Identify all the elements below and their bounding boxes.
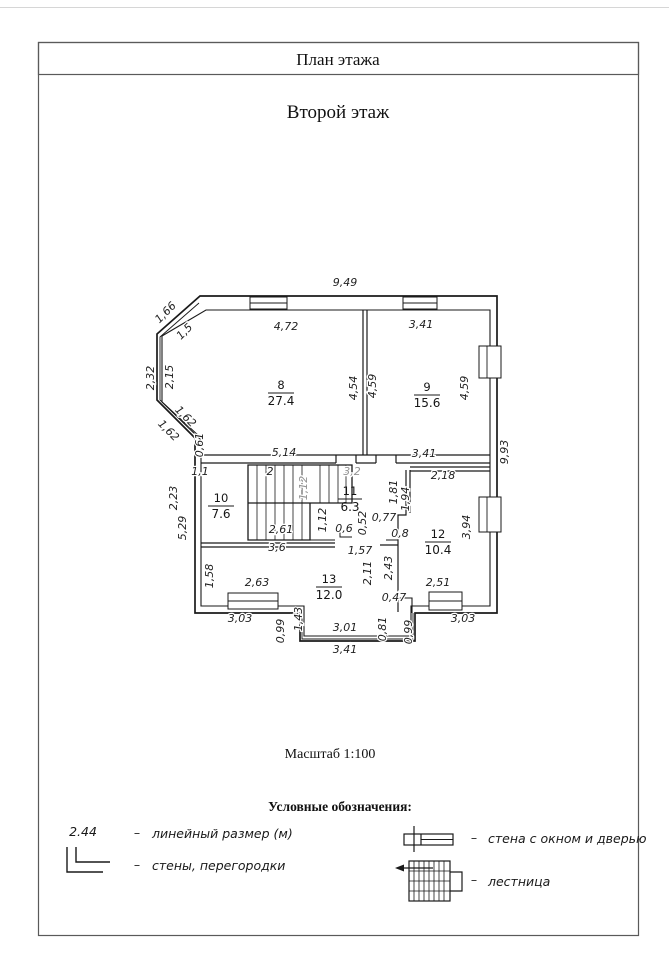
room-13-number: 13	[321, 572, 337, 586]
room-12-number: 12	[430, 527, 446, 541]
wall-mid-horizontal	[201, 455, 490, 463]
legend-dash: –	[133, 857, 141, 872]
legend-label-wall-window-door: стена с окном и дверью	[488, 831, 647, 846]
room-12-area: 10.4	[424, 543, 452, 557]
floor-plan	[144, 276, 511, 656]
dim-label: 1,57	[347, 544, 373, 557]
dim-label: 2,11	[361, 560, 374, 586]
dim-label: 5,29	[176, 515, 189, 541]
dim-label: 3,94	[460, 514, 473, 540]
dim-label: 1,43	[292, 606, 305, 632]
dim-label: 1,66	[152, 299, 179, 326]
room-11-number: 11	[342, 484, 358, 498]
dim-label: 1,1	[191, 465, 209, 478]
dim-label: 3,2	[343, 465, 361, 478]
dim-label: 0,77	[371, 511, 397, 524]
dim-label: 3,41	[411, 447, 437, 460]
dimension-sample-icon: 2.44	[69, 824, 97, 839]
legend-dash: –	[470, 872, 478, 887]
page-title: План этажа	[296, 50, 380, 69]
room-9-number: 9	[423, 380, 431, 394]
room-9-area: 15.6	[413, 396, 441, 410]
room-10-area: 7.6	[211, 507, 231, 521]
window-right-2	[479, 497, 501, 532]
scale-note: Масштаб 1:100	[284, 747, 376, 762]
dim-label: 9,93	[498, 439, 511, 465]
dim-label: 2,18	[430, 469, 456, 482]
dim-label: 3,03	[450, 612, 476, 625]
dim-label: 3,01	[332, 621, 358, 634]
dim-label: 1,5	[173, 320, 196, 343]
balcony-glazing	[302, 613, 413, 639]
dim-label: 0,47	[381, 591, 407, 604]
floor-subtitle: Второй этаж	[286, 102, 390, 123]
dim-label: 1,58	[203, 563, 216, 589]
dim-label: 4,59	[366, 373, 379, 399]
dim-label: 2,51	[425, 576, 451, 589]
legend-dash: –	[470, 830, 478, 845]
room-13-area: 12.0	[315, 588, 343, 602]
dim-label: 3,03	[227, 612, 253, 625]
dim-label: 0,8	[391, 527, 409, 540]
dim-label: 0,99	[402, 619, 415, 645]
legend	[67, 799, 647, 901]
dim-label: 1,94	[399, 486, 412, 512]
dim-label: 1,62	[172, 403, 199, 430]
room-8-number: 8	[277, 378, 285, 392]
legend-label-staircase: лестница	[488, 874, 551, 889]
legend-label-walls: стены, перегородки	[152, 858, 286, 873]
dim-label: 5,14	[271, 446, 297, 459]
dim-label: 3,6	[268, 541, 286, 554]
room-10-number: 10	[213, 491, 229, 505]
dim-label: 2,63	[244, 576, 270, 589]
room-11-area: 6.3	[340, 500, 360, 514]
dim-label: 2,32	[144, 365, 157, 391]
walls-corner-icon	[67, 847, 110, 872]
dim-label: 2,43	[382, 555, 395, 581]
dim-label: 0,81	[376, 616, 389, 642]
dim-label: 4,59	[458, 375, 471, 401]
room-8-area: 27.4	[267, 394, 295, 408]
dim-label: 3,41	[408, 318, 434, 331]
room-labels	[208, 375, 452, 602]
dim-label: 1,81	[387, 479, 400, 505]
window-right-1	[479, 346, 501, 378]
legend-dash: –	[133, 825, 141, 840]
dim-label: 0,99	[274, 618, 287, 644]
dim-label: 0,52	[356, 510, 369, 536]
dim-label: 1,12	[297, 475, 310, 501]
wall-window-door-icon	[404, 826, 453, 852]
legend-heading: Условные обозначения:	[268, 799, 412, 814]
dim-label: 2	[266, 465, 274, 478]
dim-label: 1,62	[155, 417, 182, 444]
dim-label: 2,23	[167, 485, 180, 511]
staircase-icon	[395, 861, 462, 901]
dim-label: 4,54	[347, 375, 360, 401]
dim-label: 9,49	[332, 276, 358, 289]
legend-label-linear-dimension: линейный размер (м)	[152, 826, 293, 841]
dim-label: 1,12	[316, 507, 329, 533]
dim-label: 0,6	[335, 522, 353, 535]
dim-label: 2,15	[163, 364, 176, 390]
dim-label: 3,41	[332, 643, 358, 656]
dim-label: 2,61	[268, 523, 294, 536]
dim-label: 0,61	[193, 432, 206, 458]
dim-label: 4,72	[273, 320, 299, 333]
